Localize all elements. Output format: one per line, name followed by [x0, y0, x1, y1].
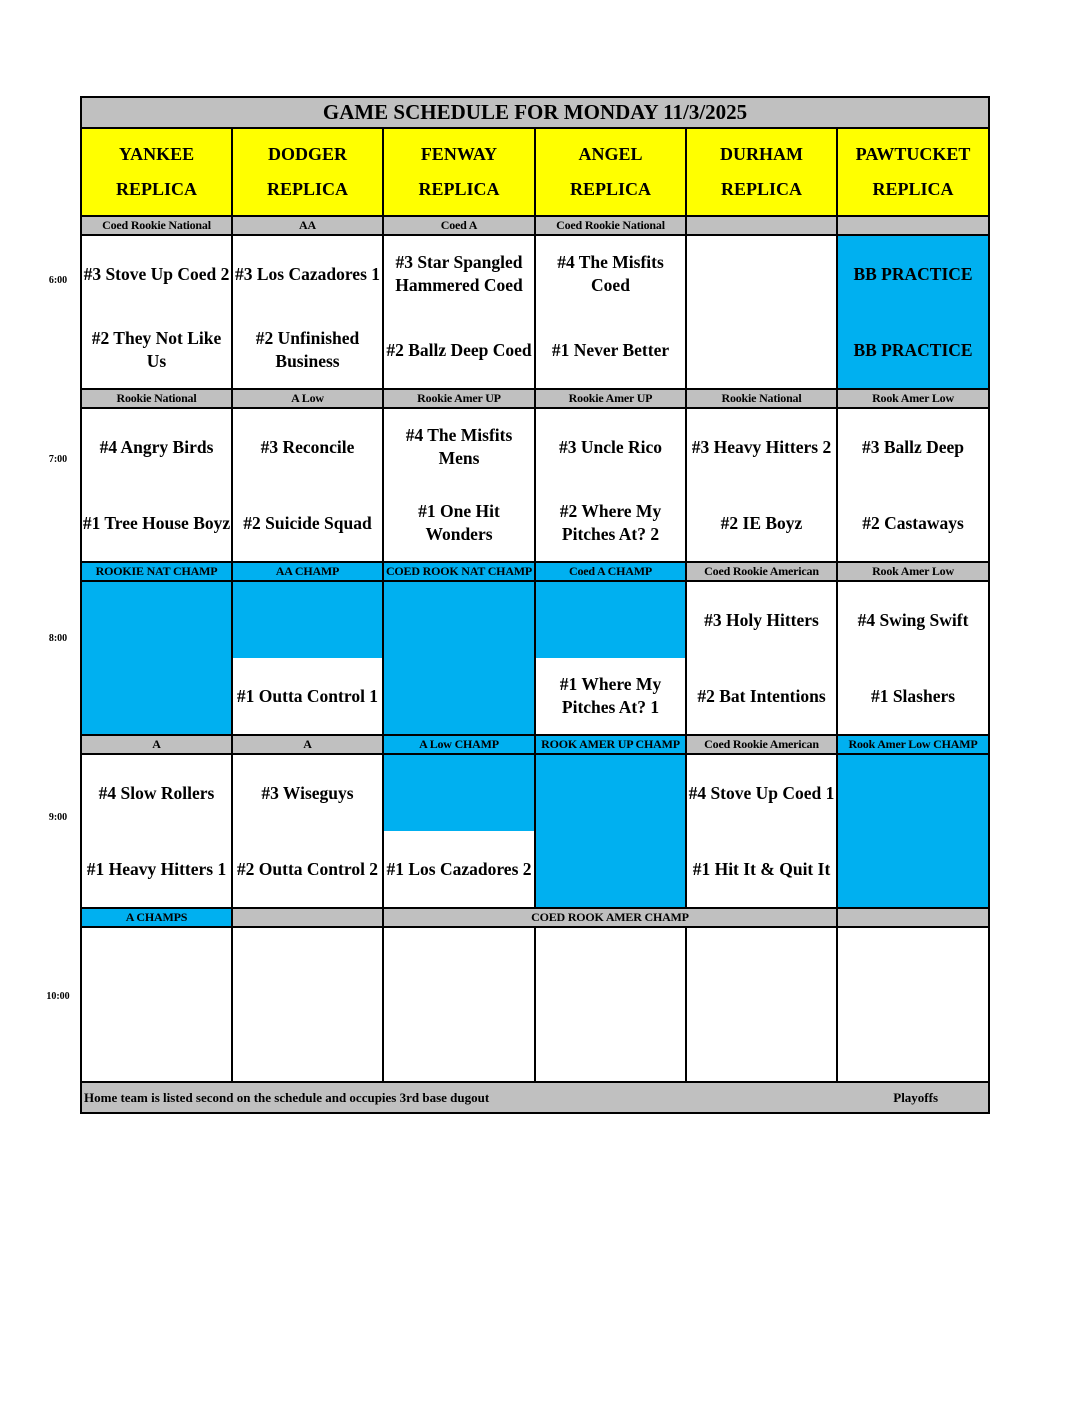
division-label: Rook Amer Low — [837, 389, 989, 408]
time-label-9: 9:00 — [48, 812, 68, 823]
time-label-7: 7:00 — [48, 454, 68, 465]
away-team: #3 Los Cazadores 1 — [232, 235, 383, 312]
home-team: #2 Castaways — [837, 485, 989, 562]
playoff-slot — [383, 754, 535, 831]
open-slot — [686, 927, 837, 1082]
home-team: #2 Unfinished Business — [232, 312, 383, 389]
time-label-8: 8:00 — [48, 633, 68, 644]
playoff-slot — [81, 581, 232, 658]
division-label: AA — [232, 216, 383, 235]
division-label: COED ROOK NAT CHAMP — [383, 562, 535, 581]
home-team: #2 Outta Control 2 — [232, 831, 383, 908]
division-label: A — [81, 735, 232, 754]
home-team: #1 Los Cazadores 2 — [383, 831, 535, 908]
away-team: #4 Stove Up Coed 1 — [686, 754, 837, 831]
field-header-fenway: FENWAY REPLICA — [383, 128, 535, 216]
division-label: Coed Rookie American — [686, 735, 837, 754]
home-team: #1 Where My Pitches At? 1 — [535, 658, 686, 735]
field-header-durham: DURHAM REPLICA — [686, 128, 837, 216]
schedule-table — [80, 96, 990, 1114]
home-team: #1 One Hit Wonders — [383, 485, 535, 562]
home-team: #1 Slashers — [837, 658, 989, 735]
home-team: #1 Heavy Hitters 1 — [81, 831, 232, 908]
away-team: #3 Wiseguys — [232, 754, 383, 831]
playoff-slot — [535, 581, 686, 658]
home-team: #2 Bat Intentions — [686, 658, 837, 735]
division-label — [232, 908, 383, 927]
away-team: #3 Star Spangled Hammered Coed — [383, 235, 535, 312]
away-team: #3 Uncle Rico — [535, 408, 686, 485]
time-label-10: 10:00 — [46, 991, 70, 1002]
division-label: Coed A CHAMP — [535, 562, 686, 581]
field-header-pawtucket: PAWTUCKET REPLICA — [837, 128, 989, 216]
field-header-yankee: YANKEE REPLICA — [81, 128, 232, 216]
home-team: #1 Never Better — [535, 312, 686, 389]
home-team: #1 Outta Control 1 — [232, 658, 383, 735]
division-label: Rookie National — [686, 389, 837, 408]
division-label: Coed A — [383, 216, 535, 235]
home-team — [686, 312, 837, 389]
playoff-slot — [232, 581, 383, 658]
away-team: #3 Stove Up Coed 2 — [81, 235, 232, 312]
open-slot — [232, 927, 383, 1082]
playoff-slot — [81, 658, 232, 735]
playoff-slot — [535, 927, 686, 1082]
playoff-slot — [383, 658, 535, 735]
practice-block: BB PRACTICE — [837, 312, 989, 389]
footer-bar — [81, 1082, 989, 1113]
time-label-6: 6:00 — [48, 275, 68, 286]
away-team — [686, 235, 837, 312]
home-team: #2 Suicide Squad — [232, 485, 383, 562]
playoff-slot — [535, 754, 686, 831]
playoff-slot — [837, 831, 989, 908]
away-team: #4 Swing Swift — [837, 581, 989, 658]
division-label — [686, 216, 837, 235]
home-team: #2 Where My Pitches At? 2 — [535, 485, 686, 562]
division-label — [837, 908, 989, 927]
away-team: #4 The Misfits Mens — [383, 408, 535, 485]
division-label: COED ROOK AMER CHAMP — [383, 908, 837, 927]
division-label: A Low CHAMP — [383, 735, 535, 754]
open-slot — [837, 927, 989, 1082]
away-team: #3 Reconcile — [232, 408, 383, 485]
away-team: #4 The Misfits Coed — [535, 235, 686, 312]
playoff-slot — [837, 754, 989, 831]
playoffs-legend: Playoffs — [893, 1089, 939, 1105]
home-team-note: Home team is listed second on the schedule and occupies 3rd base dugout — [84, 1089, 490, 1105]
home-team: #2 They Not Like Us — [81, 312, 232, 389]
division-label: ROOKIE NAT CHAMP — [81, 562, 232, 581]
home-team: #2 Ballz Deep Coed — [383, 312, 535, 389]
schedule-sheet — [80, 96, 988, 1114]
away-team: #4 Slow Rollers — [81, 754, 232, 831]
division-label: Coed Rookie American — [686, 562, 837, 581]
away-team: #3 Holy Hitters — [686, 581, 837, 658]
division-label: Rook Amer Low CHAMP — [837, 735, 989, 754]
division-label: Coed Rookie National — [535, 216, 686, 235]
division-label: A — [232, 735, 383, 754]
playoff-slot — [535, 831, 686, 908]
division-label: A Low — [232, 389, 383, 408]
home-team: #1 Tree House Boyz — [81, 485, 232, 562]
field-header-dodger: DODGER REPLICA — [232, 128, 383, 216]
home-team: #2 IE Boyz — [686, 485, 837, 562]
division-label: A CHAMPS — [81, 908, 232, 927]
division-label: AA CHAMP — [232, 562, 383, 581]
home-team: #1 Hit It & Quit It — [686, 831, 837, 908]
playoff-slot — [81, 927, 232, 1082]
division-label: Rook Amer Low — [837, 562, 989, 581]
open-slot — [383, 927, 535, 1082]
away-team: #3 Heavy Hitters 2 — [686, 408, 837, 485]
division-label: Rookie Amer UP — [535, 389, 686, 408]
away-team: #4 Angry Birds — [81, 408, 232, 485]
division-label: Rookie National — [81, 389, 232, 408]
division-label: Rookie Amer UP — [383, 389, 535, 408]
division-label: ROOK AMER UP CHAMP — [535, 735, 686, 754]
schedule-title: GAME SCHEDULE FOR MONDAY 11/3/2025 — [81, 97, 989, 128]
division-label — [837, 216, 989, 235]
playoff-slot — [383, 581, 535, 658]
practice-block: BB PRACTICE — [837, 235, 989, 312]
division-label: Coed Rookie National — [81, 216, 232, 235]
away-team: #3 Ballz Deep — [837, 408, 989, 485]
field-header-angel: ANGEL REPLICA — [535, 128, 686, 216]
